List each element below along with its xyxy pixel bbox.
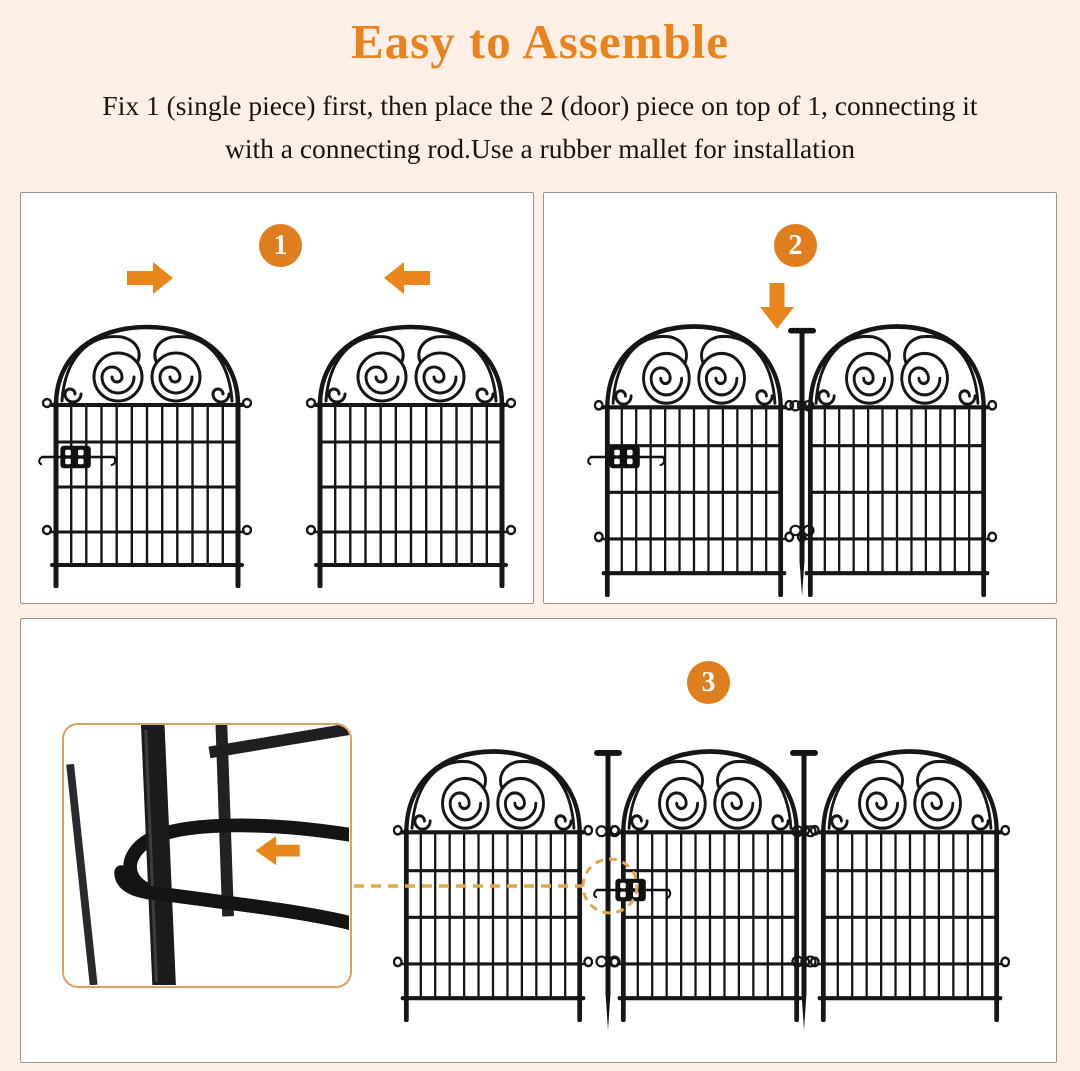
block-arrow-left-icon bbox=[256, 836, 300, 865]
fence-bar bbox=[70, 764, 94, 985]
subtitle-line-1: Fix 1 (single piece) first, then place the 2 (door) piece on top of 1, connecting it bbox=[102, 90, 978, 121]
connection-closeup-inset bbox=[62, 723, 352, 988]
step-3-badge: 3 bbox=[687, 661, 730, 704]
page-title: Easy to Assemble bbox=[350, 14, 730, 69]
step-2-badge: 2 bbox=[774, 224, 817, 267]
page-subtitle bbox=[0, 84, 1080, 170]
fence-rail bbox=[209, 729, 349, 753]
connection-closeup-photo bbox=[64, 725, 349, 985]
step-1-badge: 1 bbox=[259, 224, 302, 267]
subtitle-line-2: with a connecting rod.Use a rubber mallet for installation bbox=[224, 133, 856, 164]
